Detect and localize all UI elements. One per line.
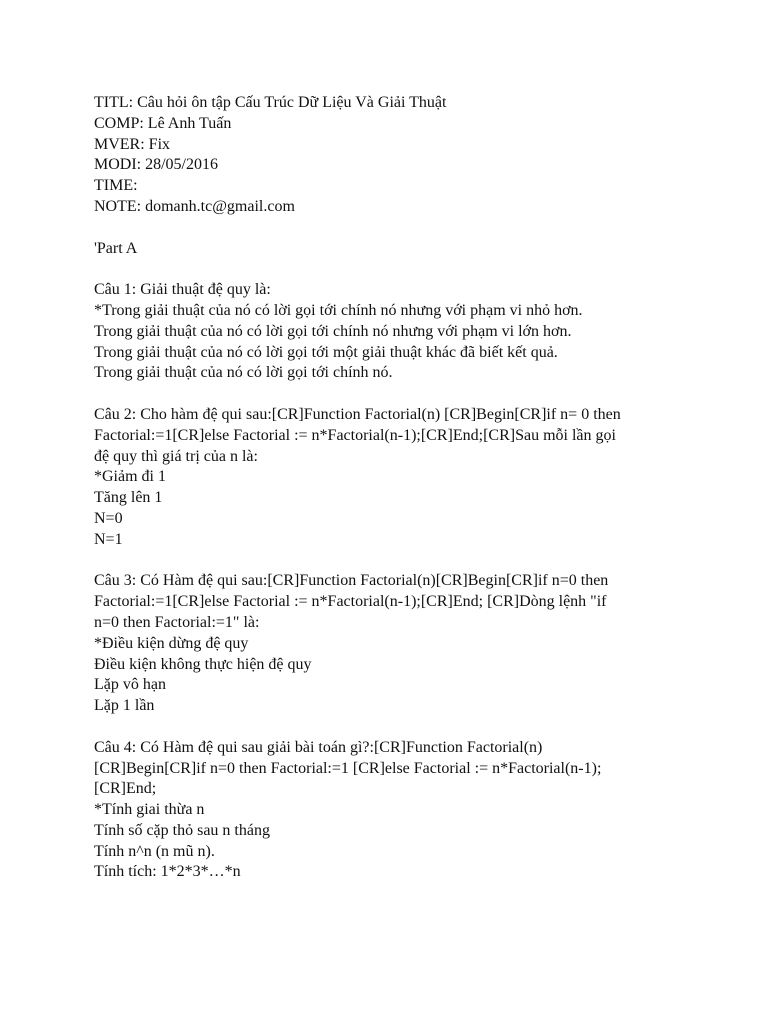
question-3-prompt: Factorial:=1[CR]else Factorial := n*Factorial(n-1);[CR]End; [CR]Dòng lệnh "if (94, 593, 607, 611)
question-2-prompt: Câu 2: Cho hàm đệ qui sau:[CR]Function Factorial(n) [CR]Begin[CR]if n= 0 then (94, 405, 621, 423)
question-4-prompt: Câu 4: Có Hàm đệ qui sau giải bài toán gì?:[CR]Function Factorial(n) (94, 738, 543, 756)
question-4-prompt: [CR]End; (94, 780, 157, 798)
spacer (94, 551, 694, 572)
question-1 (94, 280, 694, 384)
spacer (94, 259, 694, 280)
question-3-prompt: Câu 3: Có Hàm đệ qui sau:[CR]Function Factorial(n)[CR]Begin[CR]if n=0 then (94, 572, 609, 590)
part-heading: 'Part A (94, 239, 138, 257)
question-2 (94, 405, 694, 551)
spacer (94, 717, 694, 738)
question-3-answer: Lặp 1 lần (94, 697, 155, 715)
question-2-answer: Tăng lên 1 (94, 489, 163, 507)
question-4-answer-correct: *Tính giai thừa n (94, 801, 205, 819)
question-1-answer-correct: *Trong giải thuật của nó có lời gọi tới chính nó nhưng với phạm vi nhỏ hơn. (94, 301, 583, 319)
question-3-answer: Điều kiện không thực hiện đệ quy (94, 655, 312, 673)
question-3-answer: Lặp vô hạn (94, 676, 166, 694)
question-1-answer: Trong giải thuật của nó có lời gọi tới chính nó. (94, 364, 393, 382)
modi-line: MODI: 28/05/2016 (94, 156, 218, 174)
question-4 (94, 738, 694, 884)
question-1-answer: Trong giải thuật của nó có lời gọi tới một giải thuật khác đã biết kết quả. (94, 343, 558, 361)
question-4-answer: Tính n^n (n mũ n). (94, 842, 215, 860)
time-line: TIME: (94, 177, 138, 195)
question-2-answer: N=1 (94, 530, 123, 548)
question-1-prompt: Câu 1: Giải thuật đệ quy là: (94, 281, 271, 299)
document-content (94, 93, 694, 883)
question-4-answer: Tính số cặp thỏ sau n tháng (94, 821, 270, 839)
title-line: TITL: Câu hỏi ôn tập Cấu Trúc Dữ Liệu Và Giải Thuật (94, 94, 447, 111)
question-4-prompt: [CR]Begin[CR]if n=0 then Factorial:=1 [CR]else Factorial := n*Factorial(n-1); (94, 759, 602, 777)
question-3-prompt: n=0 then Factorial:=1" là: (94, 613, 260, 631)
question-2-answer-correct: *Giảm đi 1 (94, 468, 166, 486)
spacer (94, 384, 694, 405)
mver-line: MVER: Fix (94, 135, 171, 153)
question-3-answer-correct: *Điều kiện dừng đệ quy (94, 634, 249, 652)
spacer (94, 218, 694, 239)
question-2-prompt: Factorial:=1[CR]else Factorial := n*Factorial(n-1);[CR]End;[CR]Sau mỗi lần gọi (94, 426, 616, 444)
document-header (94, 93, 694, 218)
question-1-answer: Trong giải thuật của nó có lời gọi tới chính nó nhưng với phạm vi lớn hơn. (94, 322, 572, 340)
question-3 (94, 571, 694, 717)
question-2-prompt: đệ quy thì giá trị của n là: (94, 447, 258, 465)
question-4-answer: Tính tích: 1*2*3*…*n (94, 863, 241, 881)
comp-line: COMP: Lê Anh Tuấn (94, 114, 232, 132)
question-2-answer: N=0 (94, 509, 123, 527)
note-line: NOTE: domanh.tc@gmail.com (94, 197, 295, 215)
